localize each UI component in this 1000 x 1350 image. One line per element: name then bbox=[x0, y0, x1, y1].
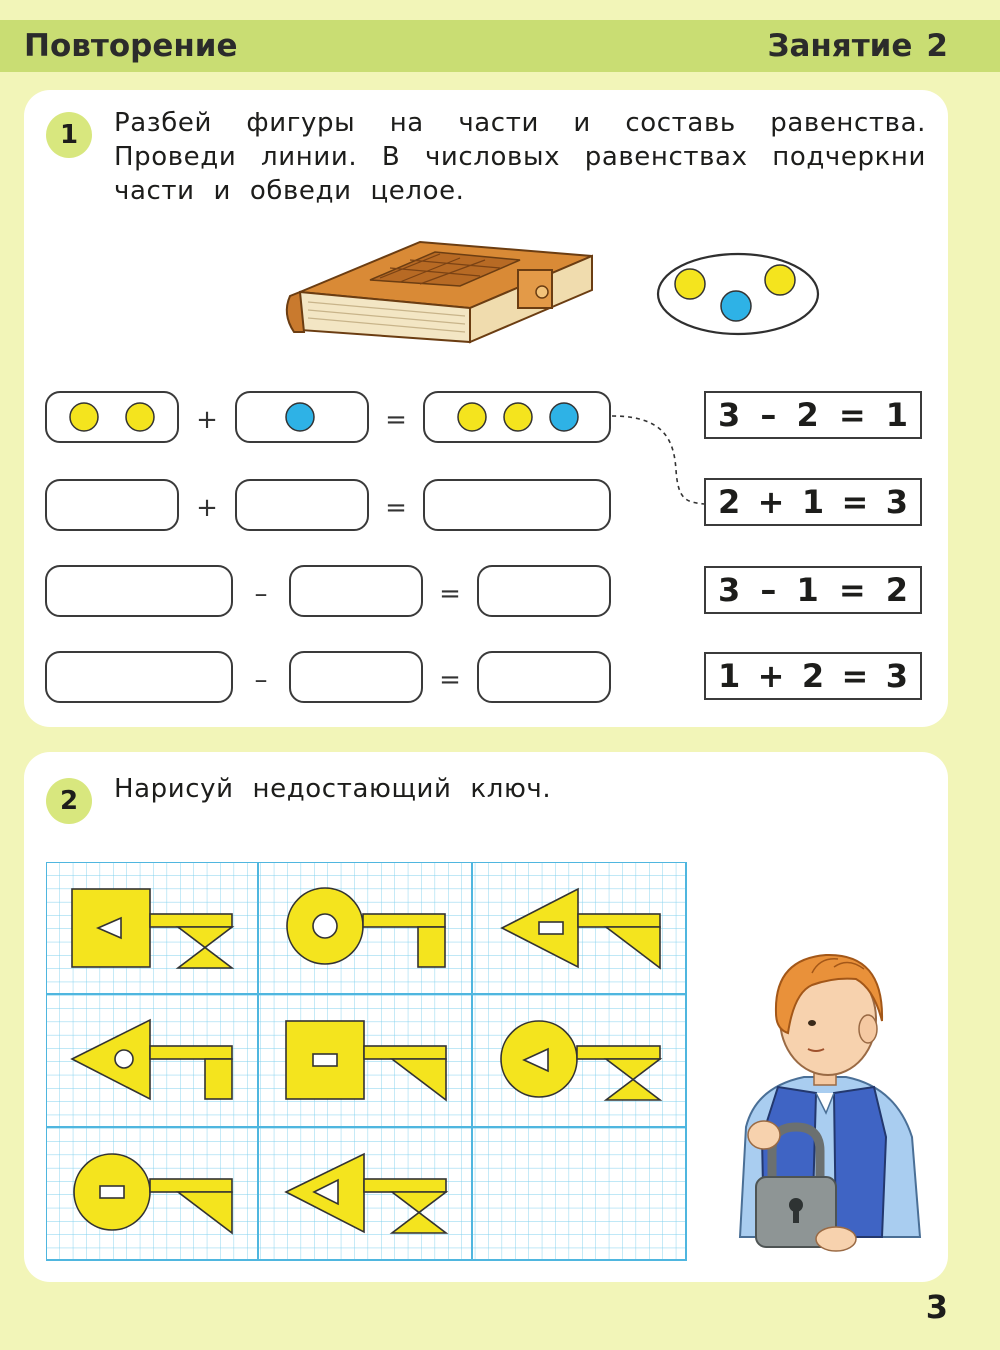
answer-box bbox=[46, 566, 232, 616]
eq-term: 1 bbox=[801, 483, 825, 521]
answer-box bbox=[46, 652, 232, 702]
key-grid bbox=[46, 862, 688, 1262]
eq-term: 2 bbox=[801, 657, 825, 695]
blue-circle bbox=[721, 291, 751, 321]
answer-box bbox=[290, 566, 422, 616]
answer-box bbox=[290, 652, 422, 702]
answer-box bbox=[478, 652, 610, 702]
answer-box bbox=[46, 480, 178, 530]
lesson-label bbox=[767, 28, 948, 64]
eq-term: 1 bbox=[796, 571, 819, 609]
eq-result: 1 bbox=[885, 396, 908, 434]
equation-box-1 bbox=[704, 391, 922, 439]
connector-line bbox=[612, 416, 704, 504]
blue-circle bbox=[550, 403, 578, 431]
eq-term: 1 bbox=[718, 657, 741, 695]
answer-box bbox=[236, 480, 368, 530]
eq-operator: – bbox=[760, 571, 777, 609]
page-number: 3 bbox=[925, 1288, 948, 1326]
section-title: Повторение bbox=[24, 28, 238, 64]
book-illustration bbox=[260, 240, 600, 350]
task-2-number: 2 bbox=[46, 778, 92, 824]
equals-sign: = bbox=[439, 665, 461, 695]
eq-term: 2 bbox=[718, 483, 741, 521]
task-2-panel bbox=[24, 752, 948, 1282]
operator: – bbox=[254, 665, 268, 695]
lesson-number: 2 bbox=[926, 28, 948, 64]
operator: + bbox=[196, 405, 218, 435]
eq-operator: – bbox=[760, 396, 777, 434]
yellow-circle bbox=[675, 269, 705, 299]
eq-equals: = bbox=[841, 483, 869, 521]
equation-box-2 bbox=[704, 478, 922, 526]
yellow-circle bbox=[765, 265, 795, 295]
eq-result: 2 bbox=[885, 571, 908, 609]
equals-sign: = bbox=[385, 493, 407, 523]
equals-sign: = bbox=[385, 405, 407, 435]
eq-term: 3 bbox=[718, 396, 741, 434]
answer-box bbox=[424, 480, 610, 530]
operator: – bbox=[254, 579, 268, 609]
equals-sign: = bbox=[439, 579, 461, 609]
answer-box bbox=[46, 392, 178, 442]
task-1-instruction: Разбей фигуры на части и составь равенства. Проведи линии. В числовых равенствах подчеркни части и обведи целое. bbox=[114, 108, 926, 206]
yellow-circle bbox=[126, 403, 154, 431]
task-1-number: 1 bbox=[46, 112, 92, 158]
task-2-instruction: Нарисуй недостающий ключ. bbox=[114, 774, 552, 804]
answer-box bbox=[478, 566, 610, 616]
lesson-word: Занятие bbox=[767, 28, 913, 64]
yellow-circle bbox=[504, 403, 532, 431]
eq-result: 3 bbox=[885, 483, 908, 521]
task-1-panel bbox=[24, 90, 948, 727]
yellow-circle bbox=[458, 403, 486, 431]
eq-operator: + bbox=[757, 657, 785, 695]
blue-circle bbox=[286, 403, 314, 431]
boy-with-padlock-illustration bbox=[716, 937, 926, 1267]
eq-equals: = bbox=[841, 657, 869, 695]
eq-equals: = bbox=[838, 571, 866, 609]
eq-operator: + bbox=[757, 483, 785, 521]
eq-equals: = bbox=[838, 396, 866, 434]
eq-term: 2 bbox=[796, 396, 819, 434]
operator: + bbox=[196, 493, 218, 523]
yellow-circle bbox=[70, 403, 98, 431]
eq-term: 3 bbox=[718, 571, 741, 609]
eq-result: 3 bbox=[885, 657, 908, 695]
set-oval bbox=[654, 250, 822, 340]
equation-box-4 bbox=[704, 652, 922, 700]
equation-box-3 bbox=[704, 566, 922, 614]
